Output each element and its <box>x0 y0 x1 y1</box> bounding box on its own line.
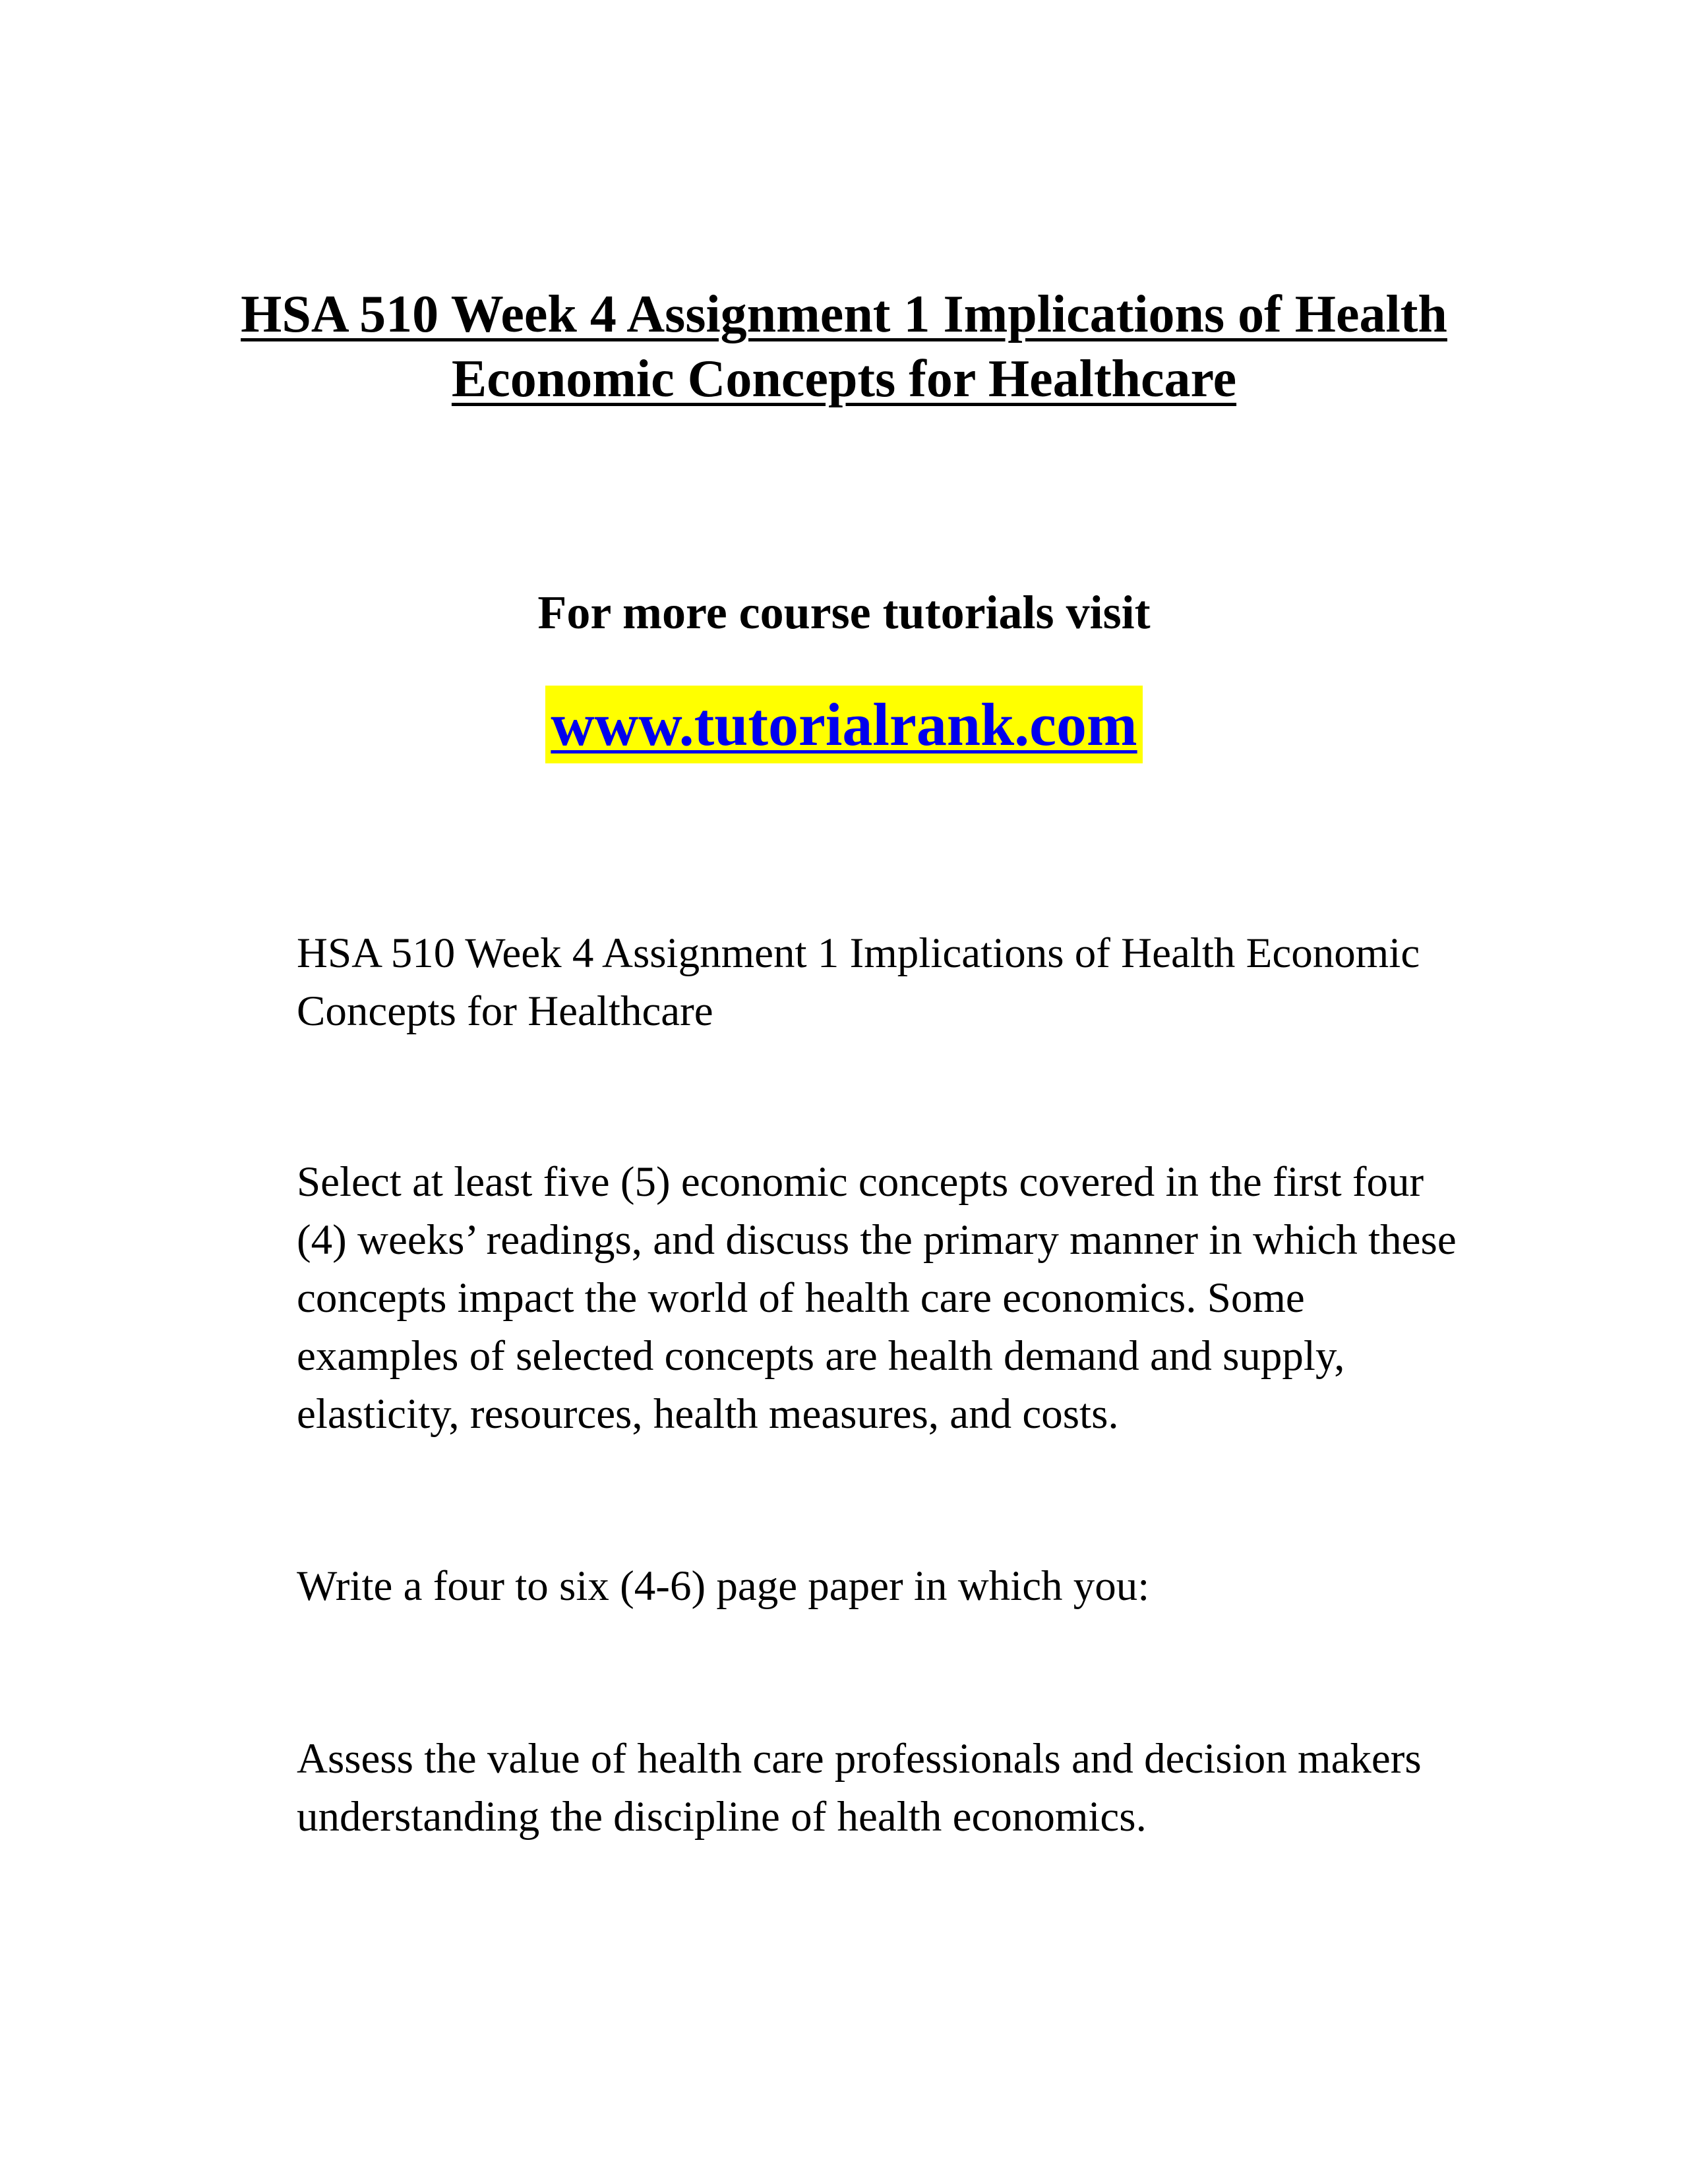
document-title: HSA 510 Week 4 Assignment 1 Implications of Health Economic Concepts for Healthcare <box>241 285 1447 408</box>
assignment-heading-paragraph: HSA 510 Week 4 Assignment 1 Implications of Health Economic Concepts for Healthcare <box>297 930 1420 1035</box>
assessment-task-paragraph: Assess the value of health care professionals and decision makers understanding the discipline of health economics. <box>297 1735 1422 1841</box>
promo-text: For more course tutorials visit <box>537 586 1151 639</box>
promo-link-container <box>198 686 1490 763</box>
paper-requirement-paragraph: Write a four to six (4-6) page paper in which you: <box>297 1562 1150 1610</box>
tutorial-website-link[interactable]: www.tutorialrank.com <box>545 686 1142 763</box>
instructions-paragraph: Select at least five (5) economic concepts covered in the first four (4) weeks’ readings, and discuss the primary manner in which these concepts impact the world of health care economics. Some examples of selected concepts are health demand and supply, elasticity, resources, health measures, and costs. <box>297 1158 1457 1438</box>
